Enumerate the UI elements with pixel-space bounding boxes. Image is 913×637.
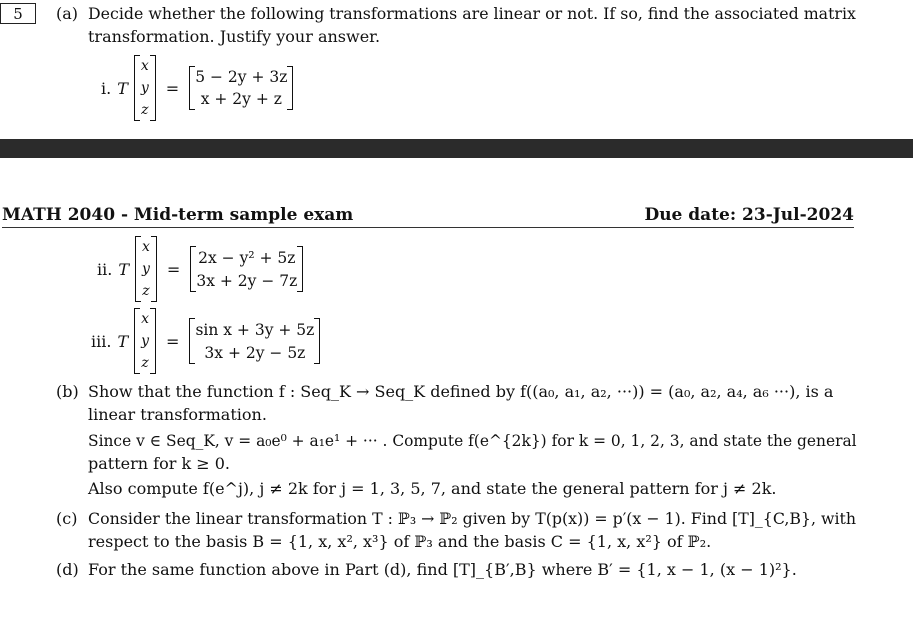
item-iii-T: T	[117, 331, 129, 351]
course-title: MATH 2040 - Mid-term sample exam	[2, 205, 354, 225]
part-c-label: (c)	[56, 509, 78, 528]
output-i-row2: x + 2y + z	[200, 90, 282, 108]
item-i-label: i.	[101, 78, 112, 98]
part-b-label: (b)	[56, 382, 79, 401]
output-iii-row1: sin x + 3y + 5z	[195, 320, 315, 339]
input-iii-z: z	[141, 355, 149, 371]
transformation-i	[101, 54, 293, 122]
transformation-iii	[91, 307, 320, 375]
output-i-row1: 5 − 2y + 3z	[195, 68, 288, 86]
problem-number: 5	[0, 3, 36, 24]
equals-iii: =	[166, 331, 180, 351]
part-b-line1: Show that the function f : Seq_K → Seq_K defined by f((a₀, a₁, a₂, ···)) = (a₀, a₂, a₄, a₆ ···), is a	[88, 382, 834, 401]
output-vector-iii	[189, 318, 320, 364]
part-c-line1: Consider the linear transformation T : ℙ₃ → ℙ₂ given by T(p(x)) = p′(x − 1). Find [T]_{C,B}, with	[88, 509, 857, 528]
part-b-line4: pattern for k ≥ 0.	[88, 454, 230, 473]
output-vector-i	[189, 66, 293, 110]
item-ii-T: T	[118, 259, 129, 279]
part-b-line5: Also compute f(e^j), j ≠ 2k for j = 1, 3, 5, 7, and state the general pattern for j ≠ 2k.	[88, 479, 777, 498]
input-iii-y: y	[141, 333, 150, 349]
due-date: Due date: 23-Jul-2024	[644, 205, 854, 225]
part-a-label: (a)	[56, 4, 79, 23]
input-vector-i	[134, 55, 156, 121]
transformation-ii	[97, 235, 303, 303]
equals-ii: =	[166, 259, 181, 279]
input-ii-x: x	[142, 239, 150, 255]
part-d-label: (d)	[56, 560, 79, 579]
item-i-T: T	[117, 78, 128, 98]
header-rule	[2, 227, 854, 228]
part-a-line1: Decide whether the following transformations are linear or not. If so, find the associated matrix	[88, 4, 856, 23]
input-vector-iii	[134, 308, 156, 374]
equals-i: =	[165, 78, 180, 98]
part-a-line2: transformation. Justify your answer.	[88, 27, 381, 46]
part-b-line3: Since v ∈ Seq_K, v = a₀e⁰ + a₁e¹ + ··· . Compute f(e^{2k}) for k = 0, 1, 2, 3, and state the general	[88, 431, 857, 450]
output-vector-ii	[190, 246, 303, 292]
input-i-y: y	[140, 80, 149, 96]
item-iii-label: iii.	[91, 331, 112, 351]
input-i-x: x	[140, 58, 149, 74]
input-i-z: z	[141, 102, 149, 118]
output-iii-row2: 3x + 2y − 5z	[204, 343, 306, 362]
input-ii-z: z	[142, 283, 150, 299]
part-c-line2: respect to the basis B = {1, x, x², x³} of ℙ₃ and the basis C = {1, x, x²} of ℙ₂.	[88, 532, 712, 551]
input-vector-ii	[135, 236, 157, 302]
output-ii-row2: 3x + 2y − 7z	[196, 271, 298, 290]
page-divider-bar	[0, 139, 913, 158]
input-ii-y: y	[142, 261, 150, 277]
input-iii-x: x	[141, 311, 150, 327]
part-d-line1: For the same function above in Part (d), find [T]_{B′,B} where B′ = {1, x − 1, (x − 1)²}.	[88, 560, 797, 579]
output-ii-row1: 2x − y² + 5z	[198, 248, 296, 267]
part-b-line2: linear transformation.	[88, 405, 267, 424]
item-ii-label: ii.	[97, 259, 113, 279]
